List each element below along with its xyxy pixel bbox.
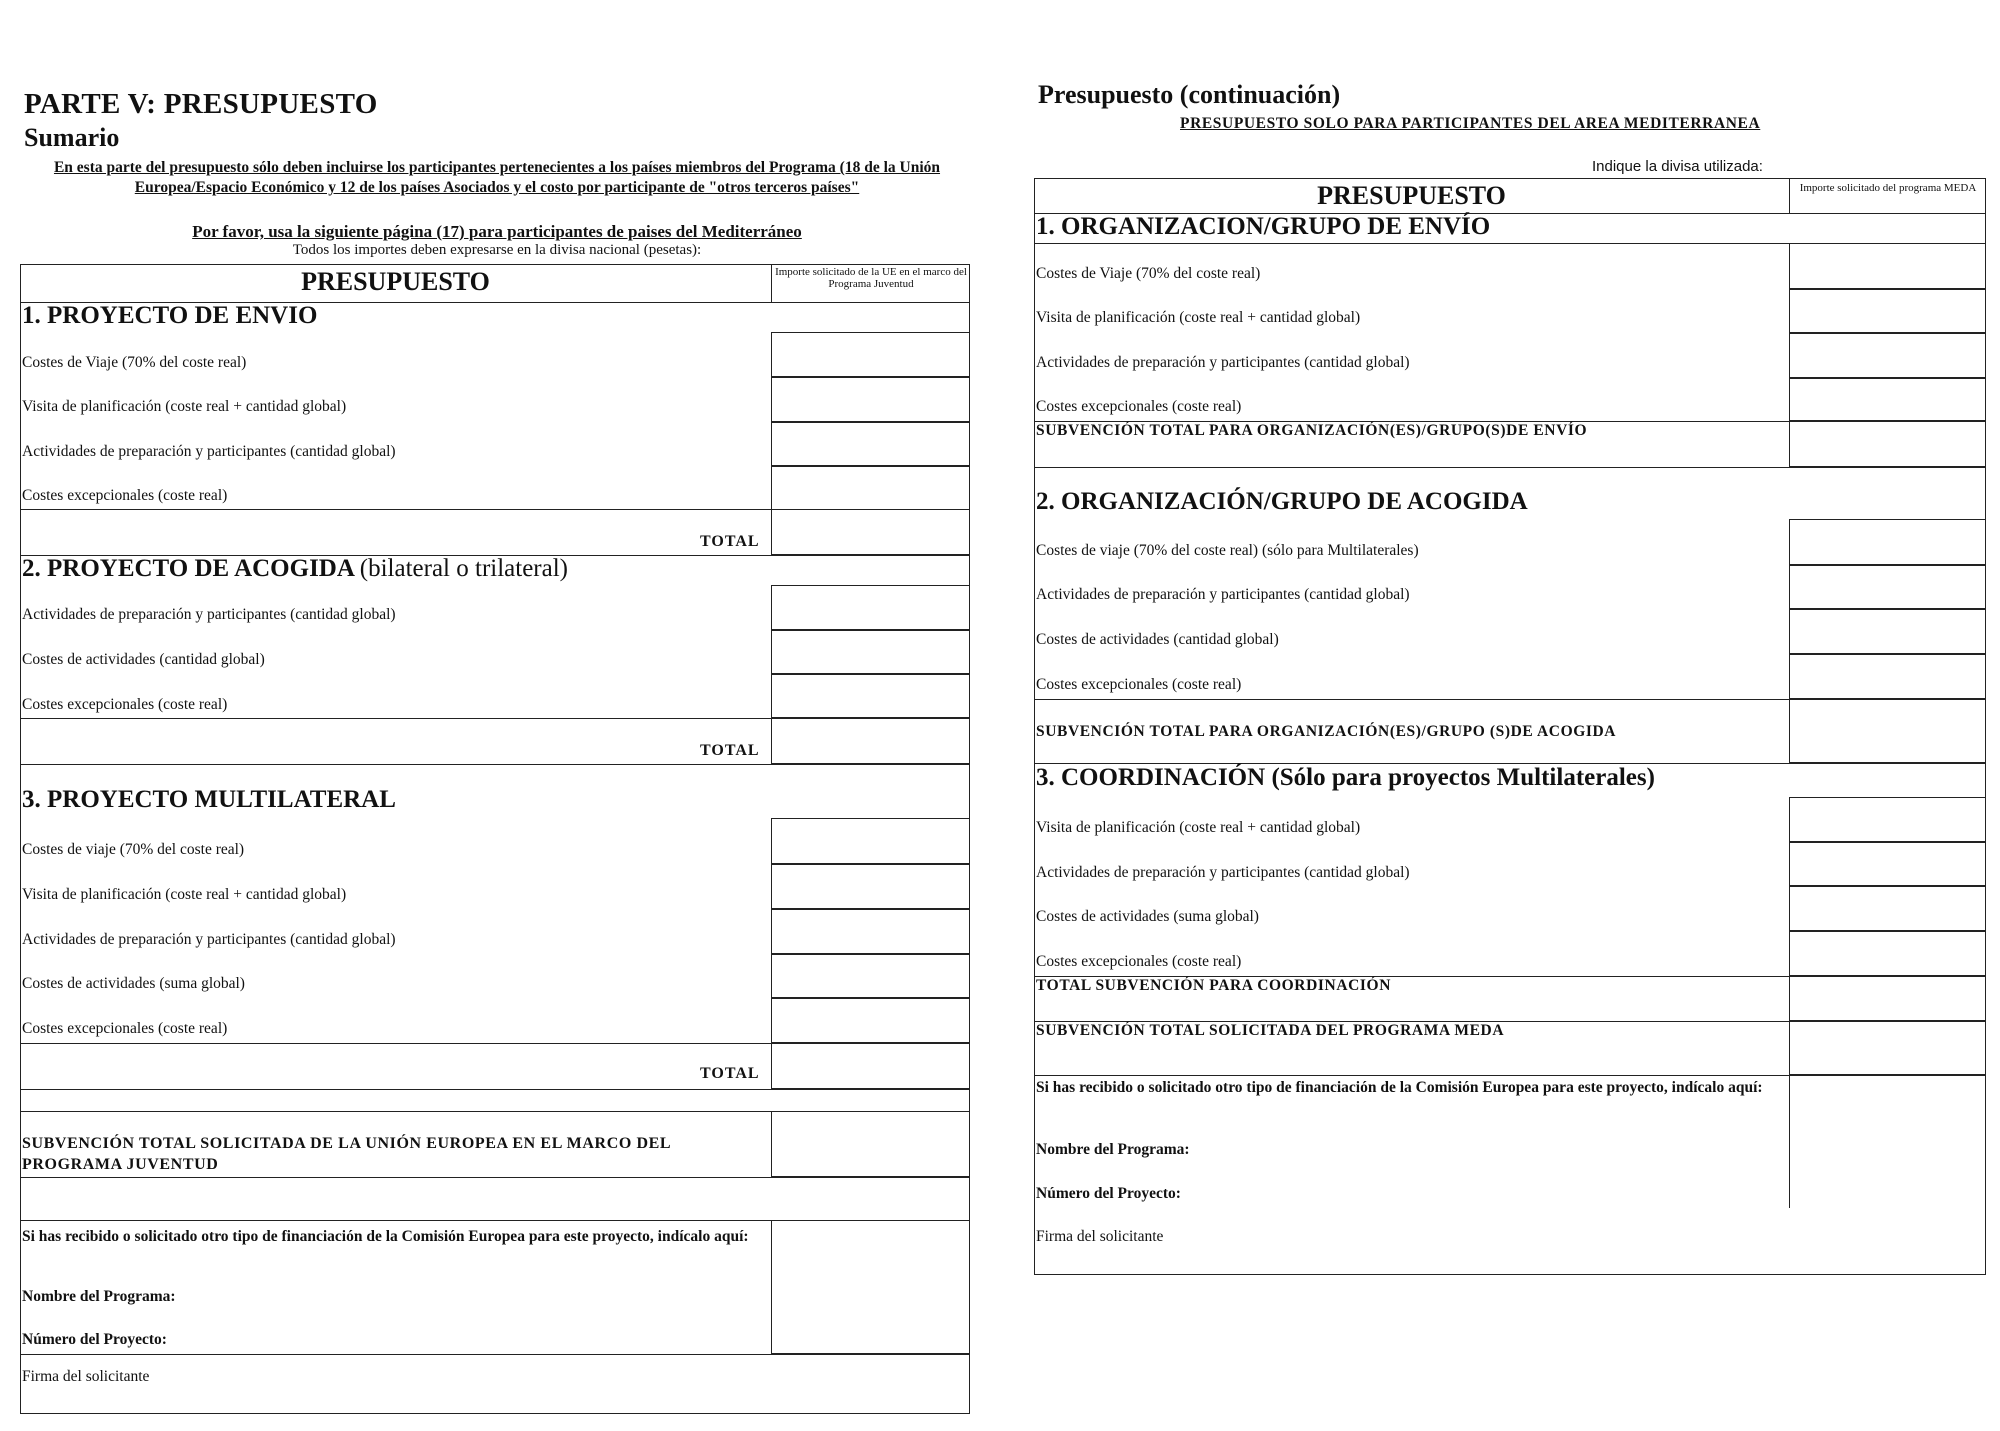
grand-total-field[interactable] bbox=[1789, 1021, 1986, 1075]
budget-row-label: Costes de actividades (cantidad global) bbox=[1036, 631, 1279, 648]
budget-row-label: Costes excepcionales (coste real) bbox=[1036, 398, 1242, 415]
total-field[interactable] bbox=[771, 509, 970, 555]
budget-row-label: Costes de Viaje (70% del coste real) bbox=[22, 354, 247, 371]
amount-field[interactable] bbox=[771, 466, 970, 510]
other-funding-field[interactable] bbox=[771, 1220, 970, 1354]
amount-field[interactable] bbox=[771, 818, 970, 864]
amount-field[interactable] bbox=[771, 998, 970, 1043]
budget-row-label: Costes excepcionales (coste real) bbox=[1036, 676, 1242, 693]
amount-field[interactable] bbox=[1789, 654, 1986, 699]
budget-row-label: Costes de actividades (suma global) bbox=[22, 975, 245, 992]
section-title-suffix: (Sólo para proyectos Multilaterales) bbox=[1271, 764, 1655, 791]
amount-field[interactable] bbox=[771, 377, 970, 422]
currency-note: Todos los importes deben expresarse en la divisa nacional (pesetas): bbox=[292, 242, 702, 258]
total-field[interactable] bbox=[771, 718, 970, 764]
amount-field[interactable] bbox=[1789, 886, 1986, 931]
amount-field[interactable] bbox=[771, 864, 970, 909]
amount-field[interactable] bbox=[1789, 931, 1986, 976]
column-header: Importe solicitado de la UE en el marco del Programa Juventud bbox=[775, 266, 967, 290]
program-name-label: Nombre del Programa: bbox=[22, 1288, 176, 1305]
budget-row-label: Visita de planificación (coste real + cantidad global) bbox=[1036, 819, 1361, 836]
budget-row-label: Costes de viaje (70% del coste real) (sólo para Multilaterales) bbox=[1036, 542, 1419, 559]
other-funding-label: Si has recibido o solicitado otro tipo de financiación de la Comisión Europea para este proyecto, indícalo aquí: bbox=[22, 1228, 749, 1245]
section-title-text: 2. PROYECTO DE ACOGIDA bbox=[22, 555, 354, 582]
total-label: SUBVENCIÓN TOTAL PARA ORGANIZACIÓN(ES)/GRUPO(S)DE ENVÍO bbox=[1036, 422, 1588, 439]
currency-note: Indique la divisa utilizada: bbox=[1592, 158, 1763, 175]
total-field[interactable] bbox=[1789, 699, 1986, 763]
page-subtitle: PRESUPUESTO SOLO PARA PARTICIPANTES DEL AREA MEDITERRANEA bbox=[1180, 115, 1761, 132]
page-subtitle: Sumario bbox=[24, 123, 120, 152]
amount-field[interactable] bbox=[1789, 333, 1986, 378]
total-label: TOTAL bbox=[700, 1065, 760, 1082]
budget-row-label: Actividades de preparación y participantes (cantidad global) bbox=[22, 931, 396, 948]
page-title: PARTE V: PRESUPUESTO bbox=[24, 88, 378, 120]
amount-field[interactable] bbox=[1789, 378, 1986, 421]
amount-field[interactable] bbox=[1789, 243, 1986, 289]
mediterranean-note: Por favor, usa la siguiente página (17) para participantes de paises del Mediterráneo bbox=[192, 222, 802, 241]
budget-row-label: Actividades de preparación y participantes (cantidad global) bbox=[1036, 586, 1410, 603]
amount-field[interactable] bbox=[771, 674, 970, 718]
other-funding-label: Si has recibido o solicitado otro tipo de financiación de la Comisión Europea para este proyecto, indícalo aquí: bbox=[1036, 1079, 1763, 1096]
budget-row-label: Costes de Viaje (70% del coste real) bbox=[1036, 265, 1261, 282]
section-title: 3. PROYECTO MULTILATERAL bbox=[22, 786, 396, 813]
budget-row-label: Actividades de preparación y participantes (cantidad global) bbox=[1036, 864, 1410, 881]
page-title: Presupuesto (continuación) bbox=[1038, 80, 1341, 109]
amount-field[interactable] bbox=[771, 585, 970, 630]
total-label: TOTAL SUBVENCIÓN PARA COORDINACIÓN bbox=[1036, 977, 1391, 994]
budget-row-label: Actividades de preparación y participantes (cantidad global) bbox=[22, 606, 396, 623]
signature-label: Firma del solicitante bbox=[22, 1368, 150, 1385]
amount-field[interactable] bbox=[1789, 289, 1986, 333]
section-title-text: 3. COORDINACIÓN bbox=[1036, 764, 1266, 791]
budget-row-label: Costes excepcionales (coste real) bbox=[22, 1020, 228, 1037]
column-header: Importe solicitado del programa MEDA bbox=[1799, 182, 1977, 194]
budget-row-label: Actividades de preparación y participantes (cantidad global) bbox=[1036, 354, 1410, 371]
budget-row-label: Costes de viaje (70% del coste real) bbox=[22, 841, 245, 858]
total-label: TOTAL bbox=[700, 742, 760, 759]
amount-field[interactable] bbox=[1789, 519, 1986, 565]
section-title bbox=[1036, 764, 1655, 792]
budget-row-label: Visita de planificación (coste real + cantidad global) bbox=[22, 886, 347, 903]
amount-field[interactable] bbox=[771, 422, 970, 466]
amount-field[interactable] bbox=[1789, 565, 1986, 609]
grand-total-field[interactable] bbox=[771, 1111, 970, 1177]
amount-field[interactable] bbox=[1789, 842, 1986, 886]
section-title-suffix: (bilateral o trilateral) bbox=[359, 555, 568, 582]
total-label: SUBVENCIÓN TOTAL PARA ORGANIZACIÓN(ES)/GRUPO (S)DE ACOGIDA bbox=[1036, 723, 1617, 740]
section-title bbox=[22, 555, 568, 583]
grand-total-label: SUBVENCIÓN TOTAL SOLICITADA DE LA UNIÓN EUROPEA EN EL MARCO DEL PROGRAMA JUVENTUD bbox=[22, 1135, 671, 1173]
budget-row-label: Costes excepcionales (coste real) bbox=[1036, 953, 1242, 970]
intro-note: En esta parte del presupuesto sólo deben incluirse los participantes pertenecientes a los países miembros del Programa (18 de la Unión Europea/Espacio Económico y 12 de los países Asociados y el costo por participante de "otros terceros países" bbox=[53, 159, 941, 196]
amount-field[interactable] bbox=[771, 954, 970, 998]
amount-field[interactable] bbox=[1789, 797, 1986, 842]
total-field[interactable] bbox=[1789, 976, 1986, 1021]
budget-row-label: Costes excepcionales (coste real) bbox=[22, 696, 228, 713]
amount-field[interactable] bbox=[771, 630, 970, 674]
amount-field[interactable] bbox=[771, 909, 970, 954]
project-number-label: Número del Proyecto: bbox=[22, 1331, 167, 1348]
budget-row-label: Actividades de preparación y participantes (cantidad global) bbox=[22, 443, 396, 460]
signature-label: Firma del solicitante bbox=[1036, 1228, 1164, 1245]
section-title: 1. ORGANIZACION/GRUPO DE ENVÍO bbox=[1036, 213, 1491, 240]
table-title: PRESUPUESTO bbox=[301, 267, 490, 296]
section-title: 1. PROYECTO DE ENVIO bbox=[22, 302, 318, 329]
budget-row-label: Costes excepcionales (coste real) bbox=[22, 487, 228, 504]
amount-field[interactable] bbox=[1789, 609, 1986, 654]
total-field[interactable] bbox=[771, 1043, 970, 1089]
table-title: PRESUPUESTO bbox=[1317, 181, 1506, 210]
project-number-label: Número del Proyecto: bbox=[1036, 1185, 1181, 1202]
amount-field[interactable] bbox=[771, 332, 970, 377]
budget-row-label: Visita de planificación (coste real + cantidad global) bbox=[1036, 309, 1361, 326]
total-field[interactable] bbox=[1789, 421, 1986, 467]
other-funding-field[interactable] bbox=[1789, 1075, 1790, 1208]
program-name-label: Nombre del Programa: bbox=[1036, 1141, 1190, 1158]
grand-total-label: SUBVENCIÓN TOTAL SOLICITADA DEL PROGRAMA MEDA bbox=[1036, 1022, 1505, 1039]
budget-row-label: Costes de actividades (cantidad global) bbox=[22, 651, 265, 668]
total-label: TOTAL bbox=[700, 533, 760, 550]
budget-row-label: Costes de actividades (suma global) bbox=[1036, 908, 1259, 925]
budget-row-label: Visita de planificación (coste real + cantidad global) bbox=[22, 398, 347, 415]
section-title: 2. ORGANIZACIÓN/GRUPO DE ACOGIDA bbox=[1036, 488, 1528, 515]
